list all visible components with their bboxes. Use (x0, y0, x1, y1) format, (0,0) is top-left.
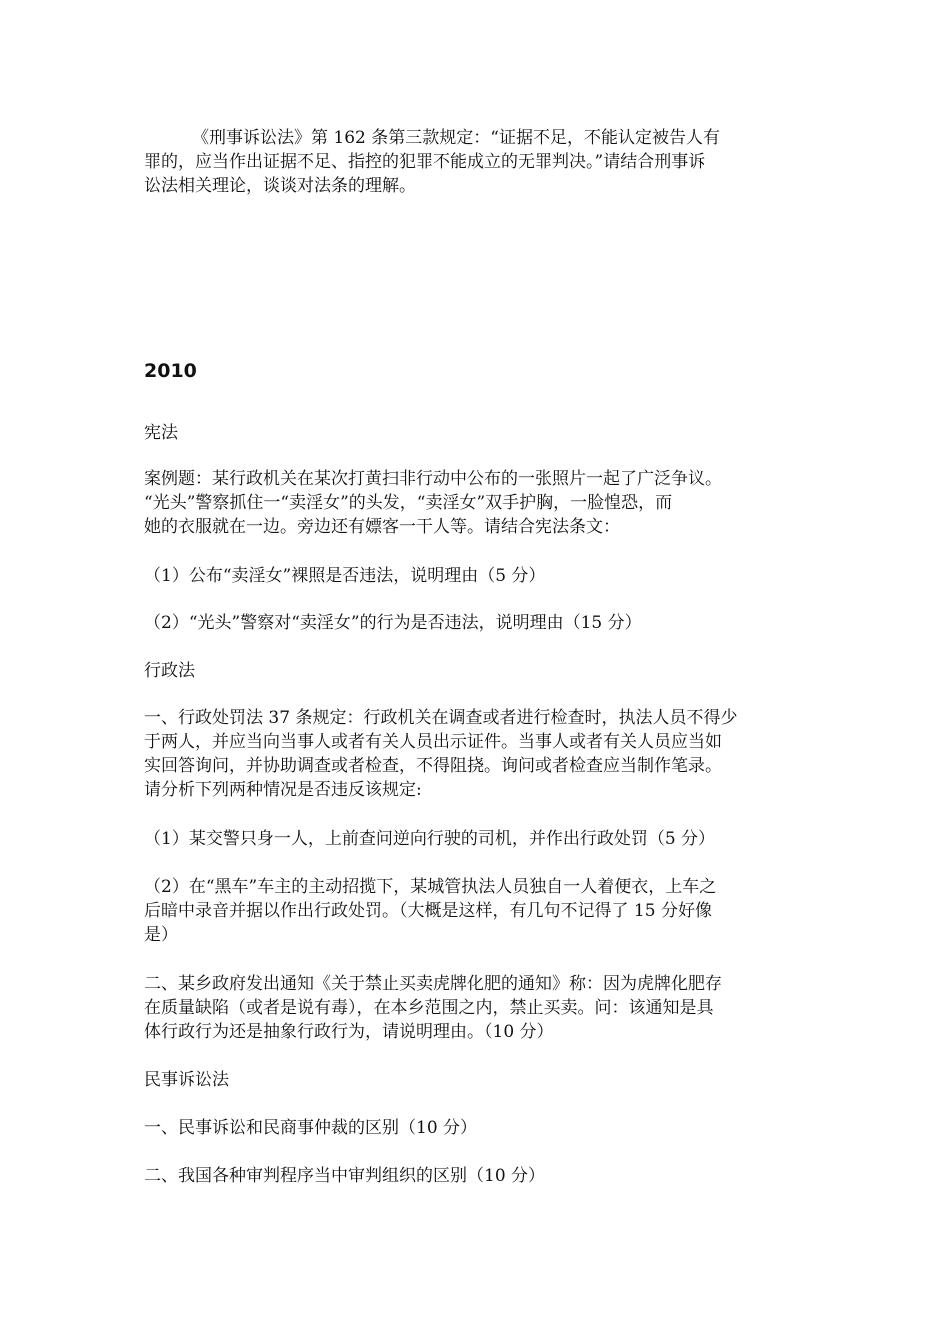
admin-question-2 (144, 875, 814, 947)
constitution-case-paragraph (144, 467, 814, 539)
text-line: 讼法相关理论，谈谈对法条的理解。 (144, 176, 416, 196)
text-line: “光头”警察抓住一“卖淫女”的头发，“卖淫女”双手护胸，一脸惶恐，而 (144, 493, 673, 513)
text-line: 后暗中录音并据以作出行政处罚。（大概是这样，有几句不记得了 15 分好像 (144, 901, 712, 921)
text-line: 在质量缺陷（或者是说有毒），在本乡范围之内，禁止买卖。问：该通知是具 (144, 998, 714, 1018)
admin-part2-paragraph (144, 972, 814, 1044)
admin-question-1: （1）某交警只身一人，上前查问逆向行驶的司机，并作出行政处罚（5 分） (144, 829, 716, 849)
section-heading-constitution: 宪法 (144, 423, 178, 443)
text-line: 请分析下列两种情况是否违反该规定: (144, 780, 422, 800)
constitution-question-1: （1）公布“卖淫女”裸照是否违法，说明理由（5 分） (144, 566, 546, 586)
text-line: 《刑事诉讼法》第 162 条第三款规定：“证据不足，不能认定被告人有 (192, 128, 720, 148)
text-line: （2）在“黑车”车主的主动招揽下，某城管执法人员独自一人着便衣，上车之 (144, 877, 717, 897)
text-line: 于两人，并应当向当事人或者有关人员出示证件。当事人或者有关人员应当如 (144, 732, 722, 752)
section-heading-admin: 行政法 (144, 661, 195, 681)
year-heading: 2010 (144, 360, 197, 382)
text-line: 罪的，应当作出证据不足、指控的犯罪不能成立的无罪判决。”请结合刑事诉 (144, 152, 706, 172)
text-line: 一、行政处罚法 37 条规定：行政机关在调查或者进行检查时，执法人员不得少 (144, 708, 738, 728)
civil-question-1: 一、民事诉讼和民商事仲裁的区别（10 分） (144, 1118, 478, 1138)
constitution-question-2: （2）“光头”警察对“卖淫女”的行为是否违法，说明理由（15 分） (144, 613, 642, 633)
text-line: 案例题：某行政机关在某次打黄扫非行动中公布的一张照片一起了广泛争议。 (144, 469, 722, 489)
text-line: 是） (144, 925, 178, 945)
text-line: 体行政行为还是抽象行政行为，请说明理由。（10 分） (144, 1022, 554, 1042)
intro-paragraph (144, 126, 814, 198)
text-line: 二、某乡政府发出通知《关于禁止买卖虎牌化肥的通知》称：因为虎牌化肥存 (144, 974, 722, 994)
text-line: 她的衣服就在一边。旁边还有嫖客一干人等。请结合宪法条文： (144, 517, 620, 537)
civil-question-2: 二、我国各种审判程序当中审判组织的区别（10 分） (144, 1166, 546, 1186)
section-heading-civil: 民事诉讼法 (144, 1070, 229, 1090)
text-line: 实回答询问，并协助调查或者检查，不得阻挠。询问或者检查应当制作笔录。 (144, 756, 722, 776)
admin-part1-paragraph (144, 706, 814, 802)
